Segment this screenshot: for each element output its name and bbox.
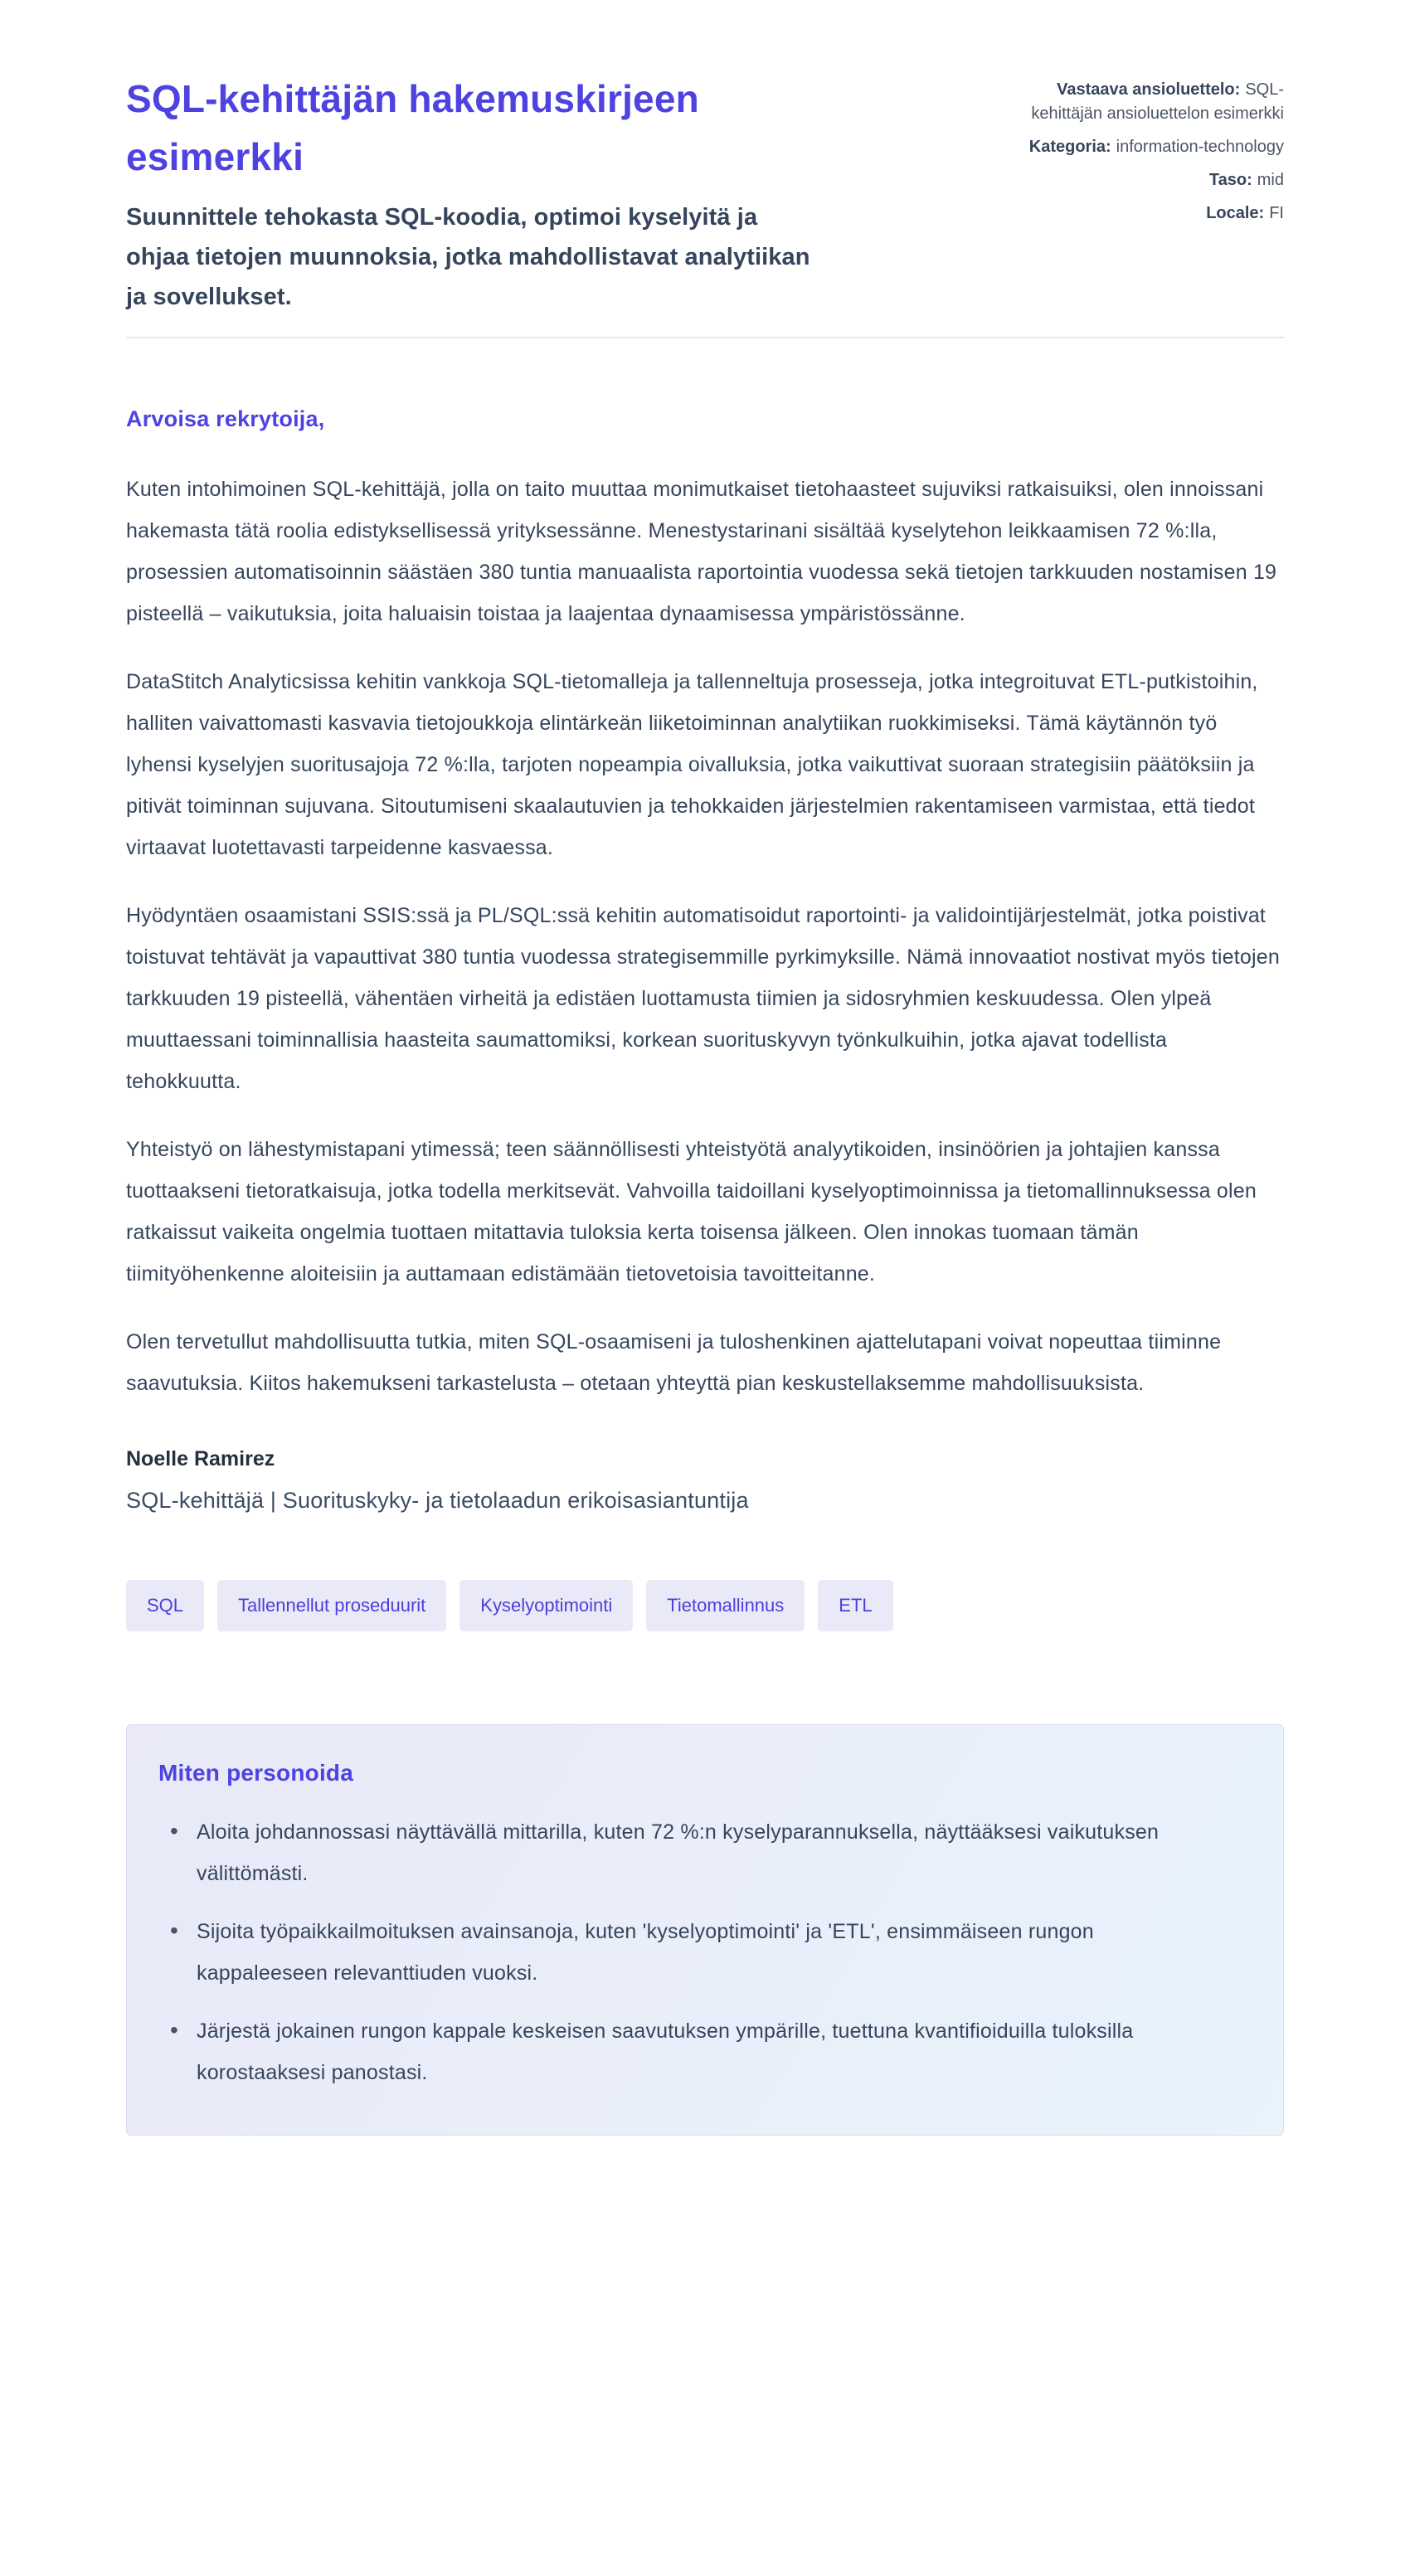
- meta-label: Taso:: [1208, 171, 1252, 189]
- cover-letter: [126, 406, 1284, 1514]
- letter-paragraph: Hyödyntäen osaamistani SSIS:ssä ja PL/SQL:ssä kehitin automatisoidut raportointi- ja validointijärjestelmät, jotka poistivat toistuvat tehtävät ja vapauttivat 380 tuntia vuodessa strategisemmille pyrkimyksille. Nämä innovaatiot nostivat myös tietojen tarkkuuden 19 pisteellä, vähentäen virheitä ja edistäen luottamusta tiimien ja sidosryhmien keskuudessa. Olen ylpeä muuttaessani toiminnallisia haasteita saumattomiksi, korkean suorituskyvyn työnkulkuihin, jotka ajavat todellista tehokkuutta.: [126, 904, 1280, 1093]
- letter-paragraph: Kuten intohimoinen SQL-kehittäjä, jolla on taito muuttaa monimutkaiset tietohaasteet sujuviksi ratkaisuiksi, olen innoissani hakemasta tätä roolia edistyksellisessä yrityksessänne. Menestystarinani sisältää kyselytehon leikkaamisen 72 %:lla, prosessien automatisoinnin säästäen 380 tuntia manuaalista raportointia vuodessa sekä tietojen tarkkuuden nostamisen 19 pisteellä – vaikutuksia, joita haluaisin toistaa ja laajentaa dynaamisessa ympäristössänne.: [126, 478, 1277, 625]
- letter-paragraph: Yhteistyö on lähestymistapani ytimessä; teen säännöllisesti yhteistyötä analyytikoiden, insinöörien ja johtajien kanssa tuottaakseni tietoratkaisuja, jotka todella merkitsevät. Vahvoilla taidoillani kyselyoptimoinnissa ja tietomallinnuksessa olen ratkaissut vaikeita ongelmia tuottaen mitattavia tuloksia kerta toisensa jälkeen. Olen innokas tuomaan tämän tiimityöhenkenne aloiteisiin ja auttamaan edistämään tietovetoisia tavoitteitanne.: [126, 1138, 1257, 1286]
- skill-tag: Tietomallinnus: [646, 1580, 805, 1631]
- signature-role: SQL-kehittäjä | Suorituskyky- ja tietolaadun erikoisasiantuntija: [126, 1488, 749, 1513]
- meta-value: information-technology: [1116, 138, 1284, 156]
- page-subtitle: Suunnittele tehokasta SQL-koodia, optimoi kyselyitä ja ohjaa tietojen muunnoksia, jotka mahdollistavat analytiikan ja sovellukset.: [126, 204, 810, 310]
- skill-tag: ETL: [818, 1580, 892, 1631]
- tip-item: • Sijoita työpaikkailmoituksen avainsanoja, kuten 'kyselyoptimointi' ja 'ETL', ensimmäiseen rungon kappaleeseen relevanttiuden vuoksi.: [158, 1911, 1203, 1994]
- header: [126, 0, 1284, 317]
- skill-tag: SQL: [126, 1580, 204, 1631]
- header-meta: [1006, 78, 1284, 235]
- meta-item: [1006, 168, 1284, 192]
- tips-list: [158, 1811, 1247, 2093]
- header-left: [126, 70, 827, 317]
- skill-tags: [126, 1580, 1284, 1631]
- letter-paragraph: DataStitch Analyticsissa kehitin vankkoja SQL-tietomalleja ja tallenneltuja prosesseja, jotka integroituvat ETL-putkistoihin, halliten vaivattomasti kasvavia tietojoukkoja elintärkeän liiketoiminnan analytiikan ruokkimiseksi. Tämä käytännön työ lyhensi kyselyjen suoritusajoja 72 %:lla, tarjoten nopeampia oivalluksia, jotka vaikuttivat suoraan strategisiin päätöksiin ja pitivät toiminnan sujuvana. Sitoutumiseni skaalautuvien ja tehokkaiden järjestelmien rakentamiseen varmistaa, että tiedot virtaavat luotettavasti tarpeidenne kasvaessa.: [126, 670, 1258, 859]
- letter-body: [126, 469, 1284, 1404]
- meta-value: FI: [1269, 204, 1284, 222]
- header-divider: [126, 337, 1284, 338]
- meta-label: Vastaava ansioluettelo:: [1057, 80, 1241, 99]
- letter-salutation: Arvoisa rekrytoija,: [126, 406, 325, 431]
- letter-paragraph: Olen tervetullut mahdollisuutta tutkia, miten SQL-osaamiseni ja tuloshenkinen ajattelutapani voivat nopeuttaa tiiminne saavutuksia. Kiitos hakemukseni tarkastelusta – otetaan yhteyttä pian keskustellaksemme mahdollisuuksista.: [126, 1330, 1222, 1395]
- meta-label: Locale:: [1206, 204, 1265, 222]
- signature-name: Noelle Ramirez: [126, 1447, 275, 1470]
- content-container: [126, 0, 1284, 2136]
- tips-card: [126, 1724, 1284, 2136]
- meta-value: mid: [1257, 171, 1284, 189]
- page-title: SQL-kehittäjän hakemuskirjeen esimerkki: [126, 77, 699, 178]
- meta-item: [1006, 78, 1284, 126]
- meta-label: Kategoria:: [1028, 138, 1111, 156]
- meta-item: [1006, 202, 1284, 226]
- signature-block: [126, 1447, 1284, 1514]
- tips-heading: Miten personoida: [158, 1760, 353, 1786]
- meta-value: SQL-kehittäjän ansioluettelon esimerkki: [1031, 80, 1284, 123]
- meta-item: [1006, 135, 1284, 159]
- skill-tag: Kyselyoptimointi: [459, 1580, 633, 1631]
- tip-item: • Aloita johdannossasi näyttävällä mittarilla, kuten 72 %:n kyselyparannuksella, näyttääksesi vaikutuksen välittömästi.: [158, 1811, 1203, 1894]
- tip-item: • Järjestä jokainen rungon kappale keskeisen saavutuksen ympärille, tuettuna kvantifioiduilla tuloksilla korostaaksesi panostasi.: [158, 2010, 1203, 2093]
- skill-tag: Tallennellut proseduurit: [217, 1580, 446, 1631]
